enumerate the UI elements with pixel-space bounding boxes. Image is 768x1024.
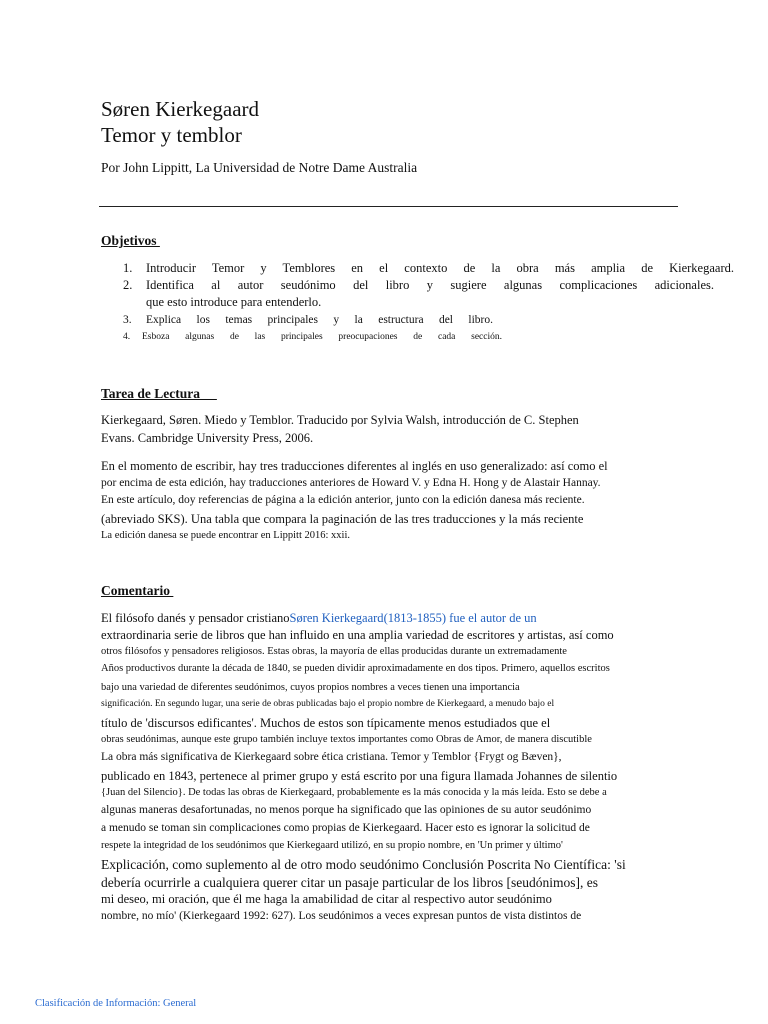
reading-note-line: La edición danesa se puede encontrar en Lippitt 2016: xxii. bbox=[101, 530, 351, 541]
classification-footer: Clasificación de Información: General bbox=[35, 998, 197, 1009]
reading-note-line: por encima de esta edición, hay traducciones anteriores de Howard V. y Edna H. Hong y de Alastair Hannay. bbox=[101, 477, 601, 489]
commentary-line: La obra más significativa de Kierkegaard sobre ética cristiana. Temor y Temblor {Frygt og Bæven}, bbox=[101, 751, 562, 763]
commentary-line: título de 'discursos edificantes'. Muchos de estos son típicamente menos estudiados que el bbox=[101, 716, 551, 730]
objective-number: 4. bbox=[123, 332, 131, 342]
commentary-line: Explicación, como suplemento al de otro modo seudónimo Conclusión Poscrita No Científica: 'si bbox=[101, 857, 626, 872]
commentary-line: a menudo se toman sin complicaciones como propias de Kierkegaard. Hacer esto es ignorar la solicitud de bbox=[101, 822, 590, 834]
commentary-line: publicado en 1843, pertenece al primer grupo y está escrito por una figura llamada Johannes de silentio bbox=[101, 769, 618, 783]
commentary-line: significación. En segundo lugar, una serie de obras publicadas bajo el propio nombre de Kierkegaard, a menudo bajo el bbox=[101, 699, 555, 709]
objective-item: Esboza algunas de las principales preocupaciones de cada sección. bbox=[142, 332, 502, 342]
commentary-line: respete la integridad de los seudónimos que Kierkegaard utilizó, en su propio nombre, en 'Un primer y último' bbox=[101, 840, 563, 851]
objective-number: 3. bbox=[123, 314, 132, 326]
commentary-line bbox=[101, 611, 537, 626]
kierkegaard-dates: (1813-1855) fue el autor de un bbox=[383, 611, 537, 625]
author-byline: Por John Lippitt, La Universidad de Notre Dame Australia bbox=[101, 160, 418, 175]
reading-heading: Tarea de Lectura bbox=[101, 386, 200, 401]
commentary-line: bajo una variedad de diferentes seudónimos, cuyos propios nombres a veces tienen una importancia bbox=[101, 682, 520, 693]
document-title: Søren Kierkegaard bbox=[101, 97, 260, 121]
commentary-line: debería ocurrirle a cualquiera querer citar un pasaje particular de los libros [seudónimos], es bbox=[101, 875, 599, 890]
reading-note-line: (abreviado SKS). Una tabla que compara la paginación de las tres traducciones y la más reciente bbox=[101, 512, 584, 526]
commentary-line: algunas maneras desafortunadas, no menos porque ha significado que las opiniones de su autor seudónimo bbox=[101, 804, 592, 816]
objective-item-continuation: que esto introduce para entenderlo. bbox=[146, 295, 322, 309]
commentary-line: nombre, no mío' (Kierkegaard 1992: 627). Los seudónimos a veces expresan puntos de vista distintos de bbox=[101, 910, 582, 922]
reading-reference-line: Kierkegaard, Søren. Miedo y Temblor. Traducido por Sylvia Walsh, introducción de C. Stephen bbox=[101, 413, 579, 427]
reading-reference-line: Evans. Cambridge University Press, 2006. bbox=[101, 431, 314, 445]
commentary-line: {Juan del Silencio}. De todas las obras de Kierkegaard, probablemente es la más conocida y la más leída. Esto se debe a bbox=[101, 787, 607, 798]
commentary-line: mi deseo, mi oración, que él me haga la amabilidad de citar al respectivo autor seudónimo bbox=[101, 892, 552, 906]
objective-number: 1. bbox=[123, 261, 133, 275]
commentary-line: otros filósofos y pensadores religiosos. Estas obras, la mayoría de ellas producidas durante un extremadamente bbox=[101, 646, 567, 657]
objective-number: 2. bbox=[123, 278, 133, 292]
document-subtitle: Temor y temblor bbox=[101, 123, 242, 147]
reading-note-line: En el momento de escribir, hay tres traducciones diferentes al inglés en uso generalizado: así como el bbox=[101, 459, 608, 473]
commentary-line: obras seudónimas, aunque este grupo también incluye textos importantes como Obras de Amor, de manera discutible bbox=[101, 734, 592, 745]
horizontal-divider bbox=[99, 206, 678, 207]
commentary-text: El filósofo danés y pensador cristiano bbox=[101, 611, 290, 625]
objective-item: Introducir Temor y Temblores en el contexto de la obra más amplia de Kierkegaard. bbox=[146, 261, 734, 275]
commentary-line: Años productivos durante la década de 1840, se pueden dividir aproximadamente en dos tipos. Primero, aquellos escritos bbox=[101, 663, 610, 674]
reading-note-line: En este artículo, doy referencias de página a la edición anterior, junto con la edición danesa más reciente. bbox=[101, 494, 585, 506]
commentary-heading: Comentario bbox=[101, 583, 170, 598]
kierkegaard-link[interactable]: Søren Kierkegaard bbox=[289, 611, 384, 625]
objective-item: Identifica al autor seudónimo del libro y sugiere algunas complicaciones adicionales. bbox=[146, 278, 714, 292]
commentary-line: extraordinaria serie de libros que han influido en una amplia variedad de escritores y artistas, así como bbox=[101, 628, 614, 642]
objectives-heading: Objetivos bbox=[101, 233, 157, 248]
objective-item: Explica los temas principales y la estructura del libro. bbox=[146, 314, 493, 326]
